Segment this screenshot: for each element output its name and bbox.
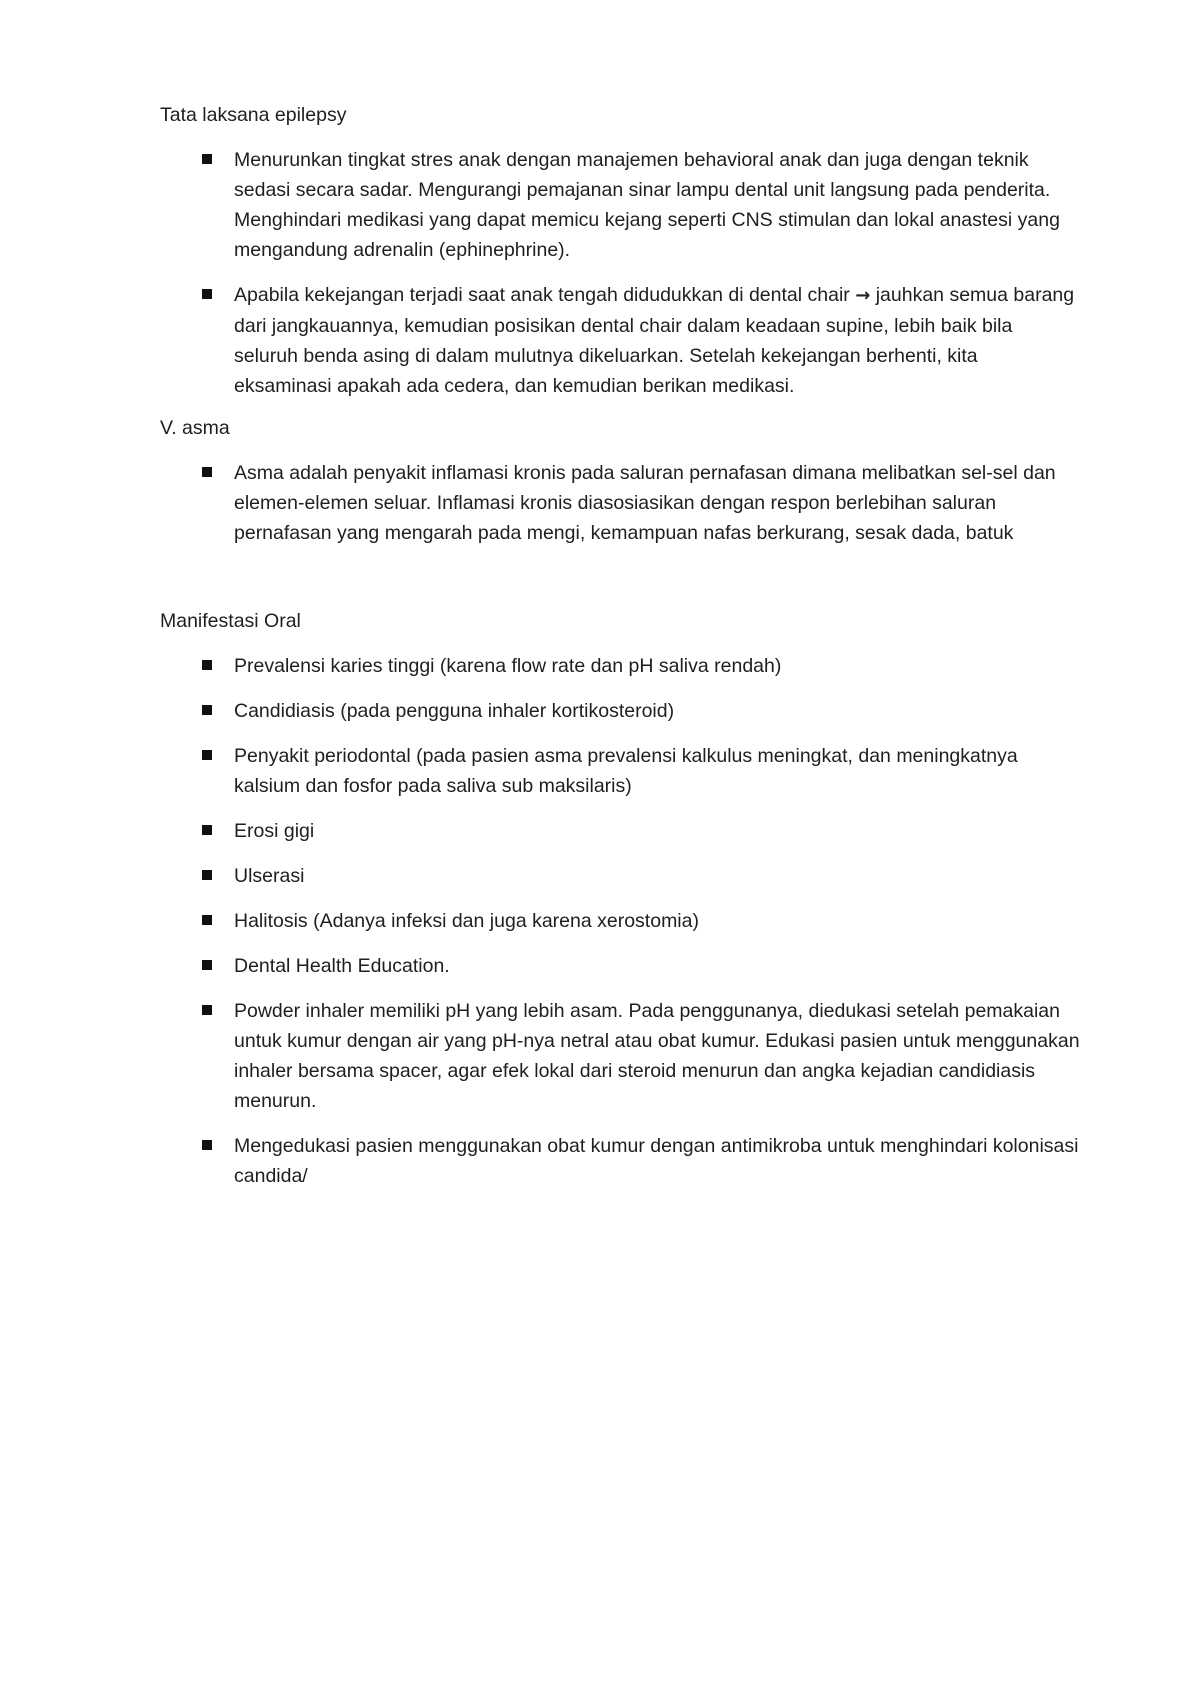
heading-epilepsy: Tata laksana epilepsy	[160, 104, 347, 126]
list-item-text-after: jauhkan semua barang dari jangkauannya, kemudian posisikan dental chair dalam keadaan supine, lebih baik bila seluruh benda asing di dalam mulutnya dikeluarkan. Setelah kekejangan berhenti, kita eksaminasi apakah ada cedera, dan kemudian berikan medikasi.	[234, 284, 1075, 397]
list-asma	[160, 458, 1080, 548]
list-item	[160, 458, 1080, 548]
list-item-text: Powder inhaler memiliki pH yang lebih asam. Pada penggunanya, diedukasi setelah pemakaian untuk kumur dengan air yang pH-nya netral atau obat kumur. Edukasi pasien untuk menggunakan inhaler bersama spacer, agar efek lokal dari steroid menurun dan angka kejadian candidiasis menurun.	[234, 1000, 1080, 1112]
list-epilepsy	[160, 145, 1080, 401]
list-manifestasi-oral	[160, 651, 1080, 1191]
list-item	[160, 741, 1080, 801]
list-item-text: Asma adalah penyakit inflamasi kronis pada saluran pernafasan dimana melibatkan sel-sel dan elemen-elemen seluar. Inflamasi kronis diasosiasikan dengan respon berlebihan saluran pernafasan yang mengarah pada mengi, kemampuan nafas berkurang, sesak dada, batuk	[234, 462, 1056, 544]
list-item	[160, 145, 1080, 265]
list-item	[160, 696, 1080, 726]
list-item	[160, 906, 1080, 936]
list-item-text: Dental Health Education.	[234, 955, 450, 977]
list-item-text: Prevalensi karies tinggi (karena flow rate dan pH saliva rendah)	[234, 655, 782, 677]
square-bullet-icon	[202, 660, 212, 670]
square-bullet-icon	[202, 1140, 212, 1150]
square-bullet-icon	[202, 915, 212, 925]
list-item-text: Penyakit periodontal (pada pasien asma prevalensi kalkulus meningkat, dan meningkatnya kalsium dan fosfor pada saliva sub maksilaris)	[234, 745, 1018, 797]
square-bullet-icon	[202, 870, 212, 880]
list-item-text-before: Apabila kekejangan terjadi saat anak tengah didudukkan di dental chair	[234, 284, 850, 306]
list-item-text: Halitosis (Adanya infeksi dan juga karena xerostomia)	[234, 910, 699, 932]
list-item-text: Candidiasis (pada pengguna inhaler kortikosteroid)	[234, 700, 675, 722]
list-item-text: Mengedukasi pasien menggunakan obat kumur dengan antimikroba untuk menghindari kolonisasi candida/	[234, 1135, 1079, 1187]
list-item	[160, 951, 1080, 981]
list-item	[160, 861, 1080, 891]
square-bullet-icon	[202, 154, 212, 164]
list-item	[160, 651, 1080, 681]
list-item	[160, 816, 1080, 846]
square-bullet-icon	[202, 467, 212, 477]
document-body	[160, 100, 1080, 1191]
right-arrow-icon: →	[855, 285, 871, 306]
square-bullet-icon	[202, 750, 212, 760]
list-item-text: Ulserasi	[234, 865, 305, 887]
square-bullet-icon	[202, 705, 212, 715]
heading-asma: V. asma	[160, 417, 230, 439]
list-item-text: Erosi gigi	[234, 820, 315, 842]
square-bullet-icon	[202, 960, 212, 970]
list-item-text: Menurunkan tingkat stres anak dengan manajemen behavioral anak dan juga dengan teknik sedasi secara sadar. Mengurangi pemajanan sinar lampu dental unit langsung pada penderita. Menghindari medikasi yang dapat memicu kejang seperti CNS stimulan dan lokal anastesi yang mengandung adrenalin (ephinephrine).	[234, 149, 1060, 261]
heading-manifestasi-oral: Manifestasi Oral	[160, 610, 301, 632]
list-item	[160, 996, 1080, 1116]
list-item	[160, 1131, 1080, 1191]
square-bullet-icon	[202, 289, 212, 299]
square-bullet-icon	[202, 1005, 212, 1015]
list-item	[160, 280, 1080, 401]
square-bullet-icon	[202, 825, 212, 835]
